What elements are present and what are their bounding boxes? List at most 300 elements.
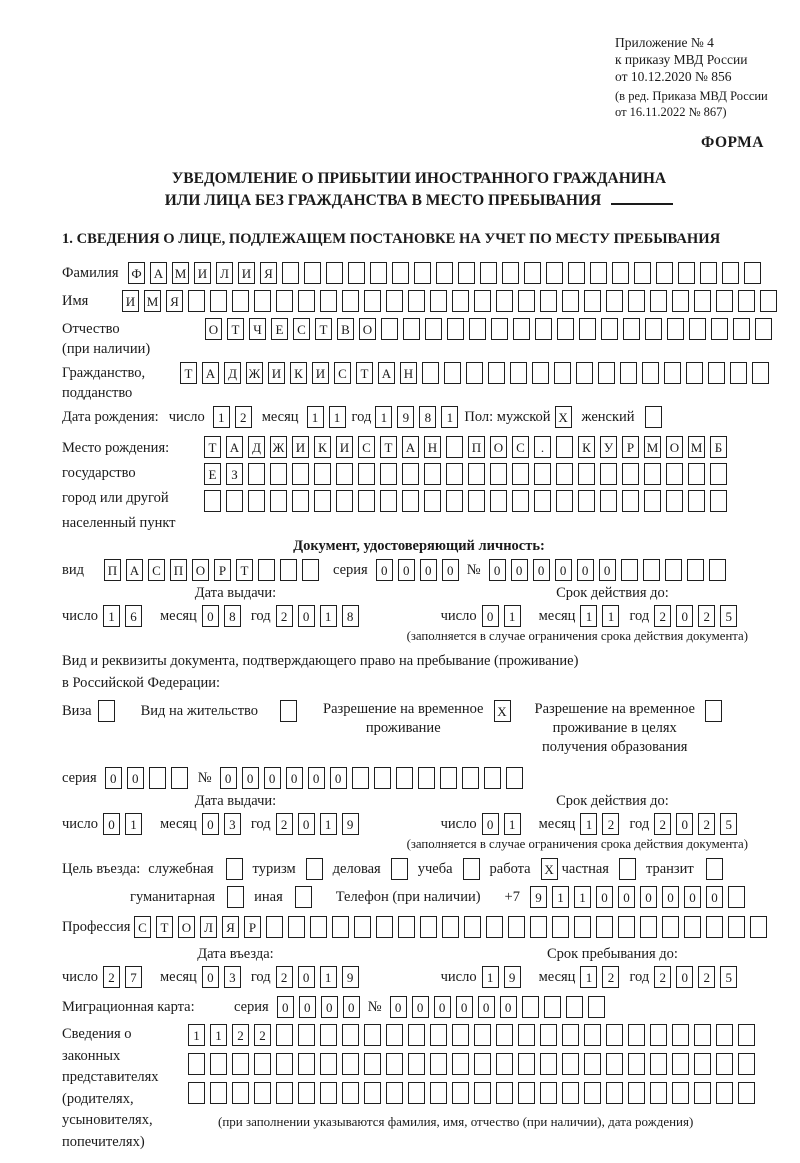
char-cell <box>672 290 689 312</box>
char-cell <box>562 1082 579 1104</box>
char-cell <box>463 858 480 880</box>
char-cell: 1 <box>504 605 521 627</box>
residence-valid-heading: Срок действия до: <box>556 793 669 809</box>
char-cell <box>326 262 343 284</box>
char-cell: 2 <box>232 1024 249 1046</box>
char-cell <box>258 559 275 581</box>
char-cell: 1 <box>320 813 337 835</box>
birth-place-sublabel-country: государство <box>62 465 136 481</box>
birth-place-sublabel-settlement: населенный пункт <box>62 515 176 531</box>
char-cell: 0 <box>321 996 338 1018</box>
char-cell: Я <box>166 290 183 312</box>
char-cell <box>364 1082 381 1104</box>
entry-date-heading: Дата въезда: <box>197 946 274 962</box>
char-cell: 2 <box>654 966 671 988</box>
char-cell <box>722 262 739 284</box>
residence-issue-day-label: число <box>62 816 98 832</box>
issue-year-label: год <box>250 608 271 624</box>
char-cell <box>618 916 635 938</box>
char-cell <box>466 362 483 384</box>
temp-permit-label-line1: Разрешение на временное <box>323 701 484 717</box>
residence-valid-month-cells <box>580 813 619 835</box>
char-cell <box>530 916 547 938</box>
char-cell: . <box>534 436 551 458</box>
surname-cells <box>128 262 761 284</box>
patronymic-sublabel: (при наличии) <box>62 341 151 357</box>
char-cell <box>662 916 679 938</box>
char-cell: С <box>512 436 529 458</box>
char-cell: Ж <box>270 436 287 458</box>
char-cell <box>320 1024 337 1046</box>
patronymic-cells <box>205 318 772 340</box>
char-cell: 0 <box>640 886 657 908</box>
sex-male-label: Пол: мужской <box>464 409 551 425</box>
char-cell <box>728 886 745 908</box>
char-cell <box>210 1053 227 1075</box>
char-cell: 7 <box>125 966 142 988</box>
char-cell <box>171 767 188 789</box>
char-cell <box>738 1053 755 1075</box>
char-cell: О <box>490 436 507 458</box>
char-cell: Д <box>224 362 241 384</box>
char-cell: П <box>170 559 187 581</box>
char-cell: Т <box>156 916 173 938</box>
char-cell <box>522 996 539 1018</box>
purpose-other-label: иная <box>254 889 283 905</box>
char-cell <box>188 1053 205 1075</box>
representatives-label-5: усыновителях, <box>62 1112 153 1128</box>
char-cell: З <box>226 463 243 485</box>
char-cell: Т <box>227 318 244 340</box>
char-cell: 2 <box>698 813 715 835</box>
issue-month-label: месяц <box>159 608 197 624</box>
char-cell: 1 <box>602 605 619 627</box>
char-cell: 1 <box>504 813 521 835</box>
char-cell: С <box>293 318 310 340</box>
char-cell <box>469 318 486 340</box>
birth-date-row <box>62 406 776 428</box>
char-cell <box>612 262 629 284</box>
char-cell <box>667 318 684 340</box>
char-cell <box>496 290 513 312</box>
birth-year-label: год <box>351 409 372 425</box>
char-cell: 0 <box>298 605 315 627</box>
form-number-blank <box>611 189 673 205</box>
char-cell: О <box>666 436 683 458</box>
char-cell <box>314 463 331 485</box>
char-cell: 9 <box>342 966 359 988</box>
char-cell <box>408 1082 425 1104</box>
char-cell <box>149 767 166 789</box>
sex-male-checkbox <box>555 406 572 428</box>
char-cell: А <box>378 362 395 384</box>
char-cell: 0 <box>242 767 259 789</box>
char-cell <box>584 1024 601 1046</box>
char-cell <box>628 290 645 312</box>
char-cell: 0 <box>676 813 693 835</box>
char-cell <box>755 318 772 340</box>
char-cell <box>306 858 323 880</box>
section1-heading: 1. СВЕДЕНИЯ О ЛИЦЕ, ПОДЛЕЖАЩЕМ ПОСТАНОВКЕ НА УЧЕТ ПО МЕСТУ ПРЕБЫВАНИЯ <box>62 231 721 247</box>
char-cell <box>513 318 530 340</box>
char-cell: 0 <box>202 966 219 988</box>
char-cell: 2 <box>103 966 120 988</box>
char-cell: М <box>172 262 189 284</box>
char-cell <box>332 916 349 938</box>
char-cell: 3 <box>224 966 241 988</box>
stay-until-heading: Срок пребывания до: <box>546 946 678 962</box>
residence-number-label: № <box>197 770 212 786</box>
char-cell <box>568 262 585 284</box>
char-cell <box>430 1053 447 1075</box>
profession-row <box>62 916 776 938</box>
char-cell: Р <box>214 559 231 581</box>
residence-issue-heading: Дата выдачи: <box>194 793 277 809</box>
issue-date-group <box>62 605 369 627</box>
char-cell: 0 <box>398 559 415 581</box>
char-cell: 9 <box>504 966 521 988</box>
char-cell: П <box>104 559 121 581</box>
residence-valid-year-cells <box>654 813 737 835</box>
char-cell: 1 <box>307 406 324 428</box>
char-cell: 2 <box>602 813 619 835</box>
purpose-work-label: работа <box>489 861 531 877</box>
entry-date-headings <box>62 946 776 963</box>
char-cell <box>664 362 681 384</box>
char-cell: 0 <box>676 966 693 988</box>
char-cell <box>738 1082 755 1104</box>
char-cell: 2 <box>654 813 671 835</box>
char-cell: 0 <box>220 767 237 789</box>
residence-permit-label: Вид на жительство <box>140 703 259 719</box>
char-cell: 1 <box>210 1024 227 1046</box>
char-cell <box>358 490 375 512</box>
char-cell <box>518 1082 535 1104</box>
char-cell: Т <box>236 559 253 581</box>
char-cell <box>738 1024 755 1046</box>
char-cell <box>425 318 442 340</box>
char-cell <box>705 700 722 722</box>
char-cell <box>480 262 497 284</box>
valid-month-label: месяц <box>538 608 576 624</box>
char-cell: 1 <box>580 605 597 627</box>
char-cell <box>562 290 579 312</box>
char-cell: 0 <box>555 559 572 581</box>
char-cell: М <box>688 436 705 458</box>
entry-date-group <box>62 966 369 988</box>
purpose-official-checkbox <box>226 858 243 880</box>
char-cell <box>733 318 750 340</box>
identity-doc-dates <box>62 605 776 627</box>
char-cell <box>694 290 711 312</box>
char-cell <box>266 916 283 938</box>
patronymic-row <box>62 318 776 358</box>
char-cell: 9 <box>342 813 359 835</box>
char-cell <box>578 463 595 485</box>
birth-place-cells-row2 <box>204 463 727 485</box>
char-cell <box>380 490 397 512</box>
entry-year-label: год <box>250 969 271 985</box>
profession-cells <box>134 916 767 938</box>
char-cell <box>750 916 767 938</box>
char-cell: 0 <box>343 996 360 1018</box>
char-cell <box>711 318 728 340</box>
purpose-other-checkbox <box>295 886 312 908</box>
char-cell <box>622 490 639 512</box>
char-cell <box>716 1082 733 1104</box>
char-cell <box>578 490 595 512</box>
representatives-cells-row1 <box>188 1024 755 1046</box>
char-cell: 0 <box>390 996 407 1018</box>
char-cell: 8 <box>419 406 436 428</box>
purpose-tourism-label: туризм <box>252 861 296 877</box>
char-cell <box>386 290 403 312</box>
purpose-transit-checkbox <box>706 858 723 880</box>
char-cell: 0 <box>706 886 723 908</box>
char-cell <box>336 490 353 512</box>
char-cell: А <box>226 436 243 458</box>
char-cell <box>488 362 505 384</box>
char-cell <box>665 559 682 581</box>
char-cell <box>442 916 459 938</box>
char-cell <box>645 406 662 428</box>
char-cell: 1 <box>103 605 120 627</box>
residence-valid-day-label: число <box>440 816 477 832</box>
char-cell <box>552 916 569 938</box>
identity-doc-date-headings <box>62 585 776 602</box>
char-cell: 0 <box>599 559 616 581</box>
char-cell <box>645 318 662 340</box>
residence-doc-note: (заполняется в случае ограничения срока действия документа) <box>406 837 748 851</box>
entry-month-label: месяц <box>159 969 197 985</box>
profession-label: Профессия <box>62 919 131 935</box>
phone-label: Телефон (при наличии) <box>335 889 481 905</box>
char-cell <box>276 1024 293 1046</box>
char-cell: 0 <box>103 813 120 835</box>
char-cell <box>380 463 397 485</box>
char-cell <box>510 362 527 384</box>
char-cell: 1 <box>125 813 142 835</box>
char-cell: 0 <box>533 559 550 581</box>
char-cell <box>364 290 381 312</box>
surname-label: Фамилия <box>62 265 119 281</box>
phone-cells <box>530 886 745 908</box>
char-cell <box>634 262 651 284</box>
char-cell <box>694 1082 711 1104</box>
char-cell: 1 <box>188 1024 205 1046</box>
char-cell: 2 <box>276 966 293 988</box>
char-cell: 2 <box>698 605 715 627</box>
char-cell: С <box>334 362 351 384</box>
char-cell <box>518 1053 535 1075</box>
char-cell <box>562 1024 579 1046</box>
char-cell <box>600 463 617 485</box>
name-label: Имя <box>62 293 89 309</box>
valid-year-cells <box>654 605 737 627</box>
residence-issue-year-label: год <box>250 816 271 832</box>
char-cell: Ч <box>249 318 266 340</box>
char-cell <box>292 490 309 512</box>
char-cell: О <box>205 318 222 340</box>
char-cell: 0 <box>618 886 635 908</box>
char-cell: 0 <box>577 559 594 581</box>
char-cell <box>422 362 439 384</box>
surname-row <box>62 262 776 284</box>
char-cell <box>418 767 435 789</box>
char-cell: Т <box>204 436 221 458</box>
char-cell <box>532 362 549 384</box>
char-cell: А <box>126 559 143 581</box>
char-cell <box>364 1024 381 1046</box>
char-cell: 0 <box>434 996 451 1018</box>
char-cell: Б <box>710 436 727 458</box>
char-cell <box>188 290 205 312</box>
char-cell: 0 <box>482 605 499 627</box>
char-cell <box>728 916 745 938</box>
char-cell: Р <box>244 916 261 938</box>
char-cell: 0 <box>277 996 294 1018</box>
char-cell: М <box>144 290 161 312</box>
char-cell <box>687 559 704 581</box>
form-title-line2: ИЛИ ЛИЦА БЕЗ ГРАЖДАНСТВА В МЕСТО ПРЕБЫВАНИЯ <box>164 192 602 209</box>
char-cell <box>314 490 331 512</box>
citizenship-cells <box>180 362 769 384</box>
birth-place-sublabel-city: город или другой <box>62 490 169 506</box>
temp-permit-label-line2: проживание <box>365 720 441 736</box>
char-cell <box>688 463 705 485</box>
char-cell <box>424 490 441 512</box>
stay-month-label: месяц <box>538 969 576 985</box>
char-cell: И <box>268 362 285 384</box>
char-cell: 8 <box>224 605 241 627</box>
residence-issue-year-cells <box>276 813 359 835</box>
char-cell <box>700 262 717 284</box>
char-cell <box>598 362 615 384</box>
char-cell <box>644 490 661 512</box>
char-cell <box>656 262 673 284</box>
char-cell: О <box>178 916 195 938</box>
char-cell <box>381 318 398 340</box>
char-cell: 1 <box>574 886 591 908</box>
char-cell <box>666 463 683 485</box>
char-cell <box>496 1024 513 1046</box>
visa-label: Виза <box>62 703 92 719</box>
char-cell <box>706 916 723 938</box>
char-cell <box>386 1053 403 1075</box>
char-cell: М <box>644 436 661 458</box>
annex-line-2: к приказу МВД России <box>615 52 748 67</box>
char-cell <box>370 262 387 284</box>
char-cell <box>452 1082 469 1104</box>
char-cell <box>650 290 667 312</box>
char-cell <box>254 1053 271 1075</box>
char-cell <box>744 262 761 284</box>
char-cell <box>464 916 481 938</box>
representatives-cells-row3 <box>188 1082 755 1104</box>
char-cell <box>364 1053 381 1075</box>
char-cell <box>276 1053 293 1075</box>
char-cell <box>210 290 227 312</box>
char-cell <box>386 1024 403 1046</box>
char-cell <box>686 362 703 384</box>
char-cell: С <box>148 559 165 581</box>
char-cell: 0 <box>412 996 429 1018</box>
char-cell: Е <box>271 318 288 340</box>
char-cell <box>622 463 639 485</box>
char-cell <box>640 916 657 938</box>
char-cell: С <box>134 916 151 938</box>
char-cell <box>342 1024 359 1046</box>
purpose-business-checkbox <box>391 858 408 880</box>
char-cell: 1 <box>329 406 346 428</box>
char-cell: Н <box>400 362 417 384</box>
stay-year-label: год <box>629 969 650 985</box>
char-cell <box>706 858 723 880</box>
purpose-official-label: служебная <box>148 861 214 877</box>
issue-year-cells <box>276 605 359 627</box>
char-cell <box>716 290 733 312</box>
visa-checkbox <box>98 700 115 722</box>
char-cell <box>446 463 463 485</box>
annex-line-3: от 10.12.2020 № 856 <box>615 69 732 84</box>
char-cell <box>444 362 461 384</box>
char-cell <box>540 1024 557 1046</box>
char-cell <box>760 290 777 312</box>
char-cell: 0 <box>308 767 325 789</box>
char-cell: Р <box>622 436 639 458</box>
birth-place-cells-row3 <box>204 490 727 512</box>
char-cell <box>672 1053 689 1075</box>
issue-month-cells <box>202 605 241 627</box>
char-cell <box>248 490 265 512</box>
char-cell: 2 <box>276 605 293 627</box>
visit-purpose-label: Цель въезда: <box>62 861 141 877</box>
char-cell: 2 <box>698 966 715 988</box>
visa-option <box>62 700 115 722</box>
char-cell <box>490 490 507 512</box>
annex-block <box>615 34 776 120</box>
char-cell <box>232 1082 249 1104</box>
char-cell: К <box>314 436 331 458</box>
char-cell <box>556 463 573 485</box>
residence-series-label: серия <box>62 770 97 786</box>
char-cell <box>694 1024 711 1046</box>
birth-date-label: Дата рождения: <box>62 409 159 425</box>
residence-permit-checkbox <box>280 700 297 722</box>
char-cell <box>447 318 464 340</box>
char-cell: О <box>192 559 209 581</box>
char-cell <box>546 262 563 284</box>
char-cell <box>270 490 287 512</box>
char-cell <box>298 1082 315 1104</box>
char-cell: У <box>600 436 617 458</box>
char-cell: 0 <box>202 605 219 627</box>
char-cell <box>584 1082 601 1104</box>
char-cell <box>752 362 769 384</box>
char-cell: 9 <box>530 886 547 908</box>
identity-doc-note: (заполняется в случае ограничения срока действия документа) <box>406 629 748 643</box>
char-cell <box>709 559 726 581</box>
char-cell <box>336 463 353 485</box>
char-cell <box>512 490 529 512</box>
birth-place-label: Место рождения: <box>62 440 170 456</box>
residence-doc-intro-2: в Российской Федерации: <box>62 675 221 691</box>
char-cell: Д <box>248 436 265 458</box>
char-cell <box>650 1053 667 1075</box>
char-cell: 1 <box>320 605 337 627</box>
char-cell <box>628 1082 645 1104</box>
doc-number-cells <box>489 559 726 581</box>
